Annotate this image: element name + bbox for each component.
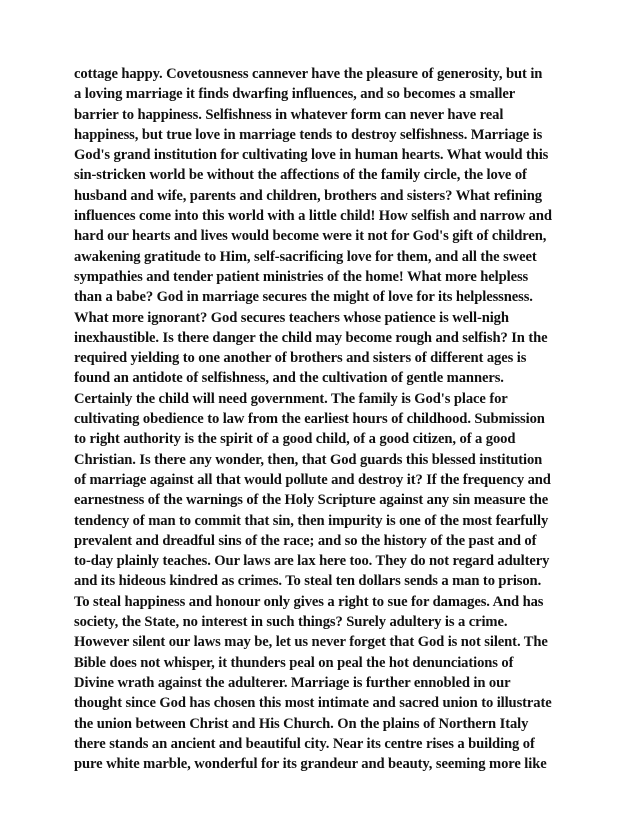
text-line: However silent our laws may be, let us never forget that God is not silent. The: [74, 634, 548, 651]
text-line: Christian. Is there any wonder, then, that God guards this blessed institution: [74, 451, 543, 468]
text-line: the union between Christ and His Church. On the plains of Northern Italy: [74, 715, 529, 732]
text-line: Certainly the child will need government. The family is God's place for: [74, 390, 508, 407]
text-line: than a babe? God in marriage secures the might of love for its helplessness.: [74, 289, 533, 306]
text-line: barrier to happiness. Selfishness in whatever form can never have real: [74, 106, 504, 123]
text-line: there stands an ancient and beautiful city. Near its centre rises a building of: [74, 735, 535, 752]
text-line: Divine wrath against the adulterer. Marriage is further ennobled in our: [74, 674, 511, 691]
text-line: cultivating obedience to law from the earliest hours of childhood. Submission: [74, 411, 545, 428]
text-line: Bible does not whisper, it thunders peal on peal the hot denunciations of: [74, 654, 514, 671]
body-text: [74, 64, 574, 774]
text-line: awakening gratitude to Him, self-sacrificing love for them, and all the sweet: [74, 248, 537, 265]
text-line: To steal happiness and honour only gives a right to sue for damages. And has: [74, 593, 544, 610]
text-line: prevalent and dreadful sins of the race; and so the history of the past and of: [74, 532, 537, 549]
text-line: of marriage against all that would pollute and destroy it? If the frequency and: [74, 471, 551, 488]
text-line: required yielding to one another of brothers and sisters of different ages is: [74, 350, 527, 367]
text-line: pure white marble, wonderful for its grandeur and beauty, seeming more like: [74, 756, 547, 773]
text-line: thought since God has chosen this most intimate and sacred union to illustrate: [74, 695, 552, 712]
text-line: inexhaustible. Is there danger the child may become rough and selfish? In the: [74, 329, 548, 346]
text-line: found an antidote of selfishness, and the cultivation of gentle manners.: [74, 370, 504, 387]
text-line: sin-stricken world be without the affections of the family circle, the love of: [74, 167, 527, 184]
text-line: What more ignorant? God secures teachers whose patience is well-nigh: [74, 309, 509, 326]
text-line: society, the State, no interest in such things? Surely adultery is a crime.: [74, 614, 508, 631]
text-line: to right authority is the spirit of a good child, of a good citizen, of a good: [74, 431, 516, 448]
text-line: cottage happy. Covetousness cannever have the pleasure of generosity, but in: [74, 66, 543, 82]
text-line: happiness, but true love in marriage tends to destroy selfishness. Marriage is: [74, 126, 543, 143]
text-line: to-day plainly teaches. Our laws are lax here too. They do not regard adultery: [74, 553, 550, 570]
text-line: hard our hearts and lives would become were it not for God's gift of children,: [74, 228, 547, 245]
text-line: influences come into this world with a little child! How selfish and narrow and: [74, 208, 552, 225]
text-line: sympathies and tender patient ministries of the home! What more helpless: [74, 268, 529, 285]
text-line: God's grand institution for cultivating love in human hearts. What would this: [74, 147, 549, 164]
text-line: earnestness of the warnings of the Holy Scripture against any sin measure the: [74, 492, 549, 509]
text-line: husband and wife, parents and children, brothers and sisters? What refining: [74, 187, 542, 204]
text-line: and its hideous kindred as crimes. To steal ten dollars sends a man to prison.: [74, 573, 542, 590]
text-line: tendency of man to commit that sin, then impurity is one of the most fearfully: [74, 512, 549, 529]
text-line: a loving marriage it finds dwarfing influences, and so becomes a smaller: [74, 86, 516, 103]
